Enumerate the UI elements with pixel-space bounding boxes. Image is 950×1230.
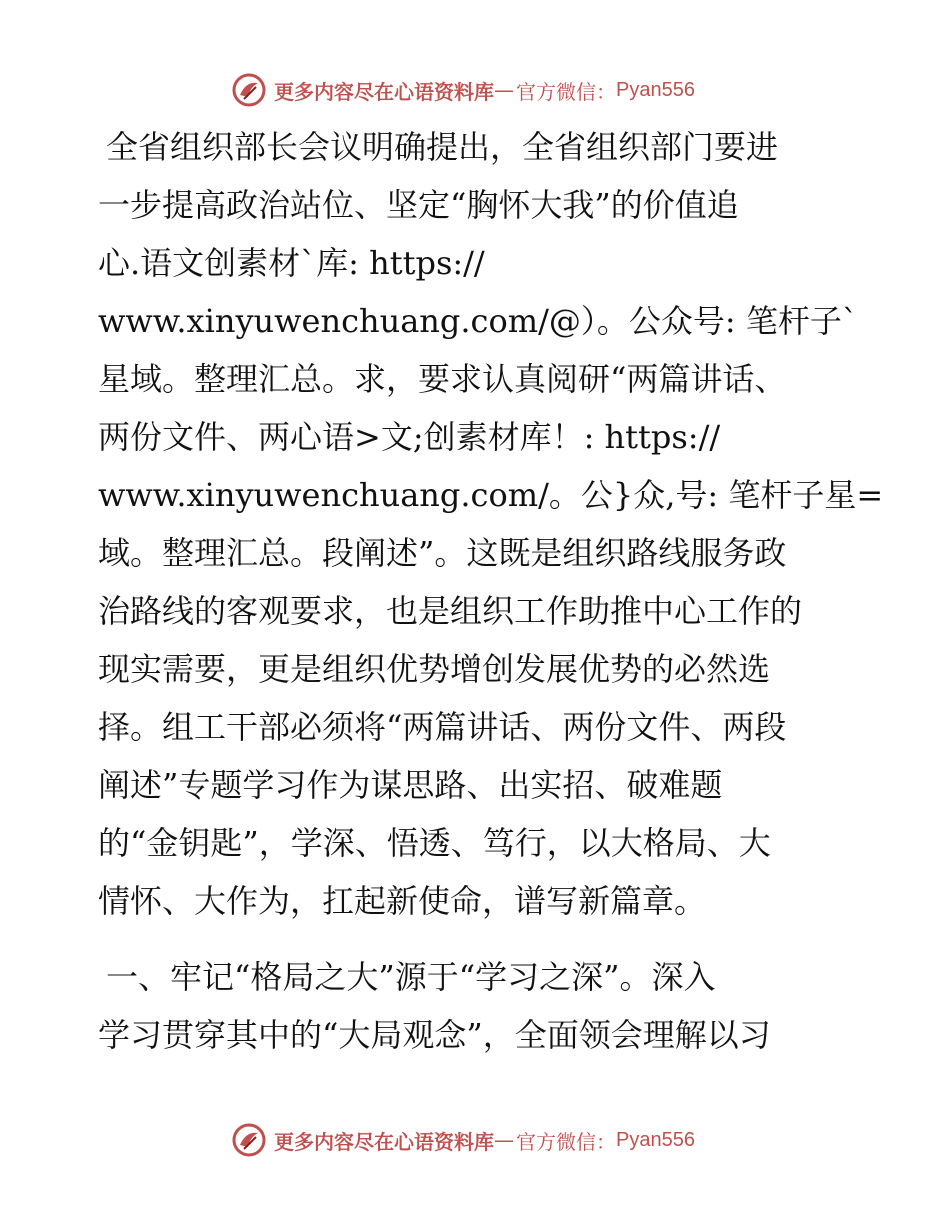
text-line: 的“金钥匙”，学深、悟透、笃行，以大格局、大 — [98, 824, 771, 862]
text-line: 治路线的客观要求，也是组织工作助推中心工作的 — [98, 592, 803, 630]
banner-title: 更多内容尽在心语资料库 — [274, 79, 494, 104]
text-line: 一、牢记“格局之大”源于“学习之深”。深入 — [106, 958, 716, 996]
text-line: 情怀、大作为，扛起新使命，谱写新篇章。 — [98, 882, 707, 920]
footer-banner — [232, 1120, 695, 1160]
text-line: 两份文件、两心语>文;创素材库！: https:// — [98, 418, 721, 456]
banner-wechat-handle: Pyan556 — [616, 1128, 695, 1151]
text-line: www.xinyuwenchuang.com/。公}众,号: 笔杆子星= — [98, 476, 884, 514]
paragraph-2 — [98, 948, 858, 1064]
banner-separator: — — [494, 78, 514, 102]
text-line: 择。组工干部必须将“两篇讲话、两份文件、两段 — [98, 708, 787, 746]
text-line: 域。整理汇总。段阐述”。这既是组织路线服务政 — [98, 534, 787, 572]
header-banner — [232, 70, 695, 110]
banner-wechat-label: 官方微信： — [516, 1129, 616, 1154]
text-line: 学习贯穿其中的“大局观念”，全面领会理解以习 — [98, 1016, 771, 1054]
document-body — [98, 118, 884, 1064]
banner-wechat-label: 官方微信： — [516, 79, 616, 104]
paragraph-1 — [98, 118, 884, 930]
red-swirl-logo-icon — [232, 1123, 266, 1157]
text-line: 一步提高政治站位、坚定“胸怀大我”的价值追 — [98, 186, 739, 224]
text-line: 现实需要，更是组织优势增创发展优势的必然选 — [98, 650, 771, 688]
text-line: 星域。整理汇总。求，要求认真阅研“两篇讲话、 — [98, 360, 787, 398]
text-line: 全省组织部长会议明确提出，全省组织部门要进 — [106, 128, 779, 166]
text-line: www.xinyuwenchuang.com/@）。公众号: 笔杆子` — [98, 302, 858, 340]
red-swirl-logo-icon — [232, 73, 266, 107]
banner-wechat-handle: Pyan556 — [616, 78, 695, 101]
text-line: 心.语文创素材`库: https:// — [98, 244, 485, 282]
banner-separator: — — [494, 1128, 514, 1152]
banner-title: 更多内容尽在心语资料库 — [274, 1129, 494, 1154]
text-line: 阐述”专题学习作为谋思路、出实招、破难题 — [98, 766, 723, 804]
